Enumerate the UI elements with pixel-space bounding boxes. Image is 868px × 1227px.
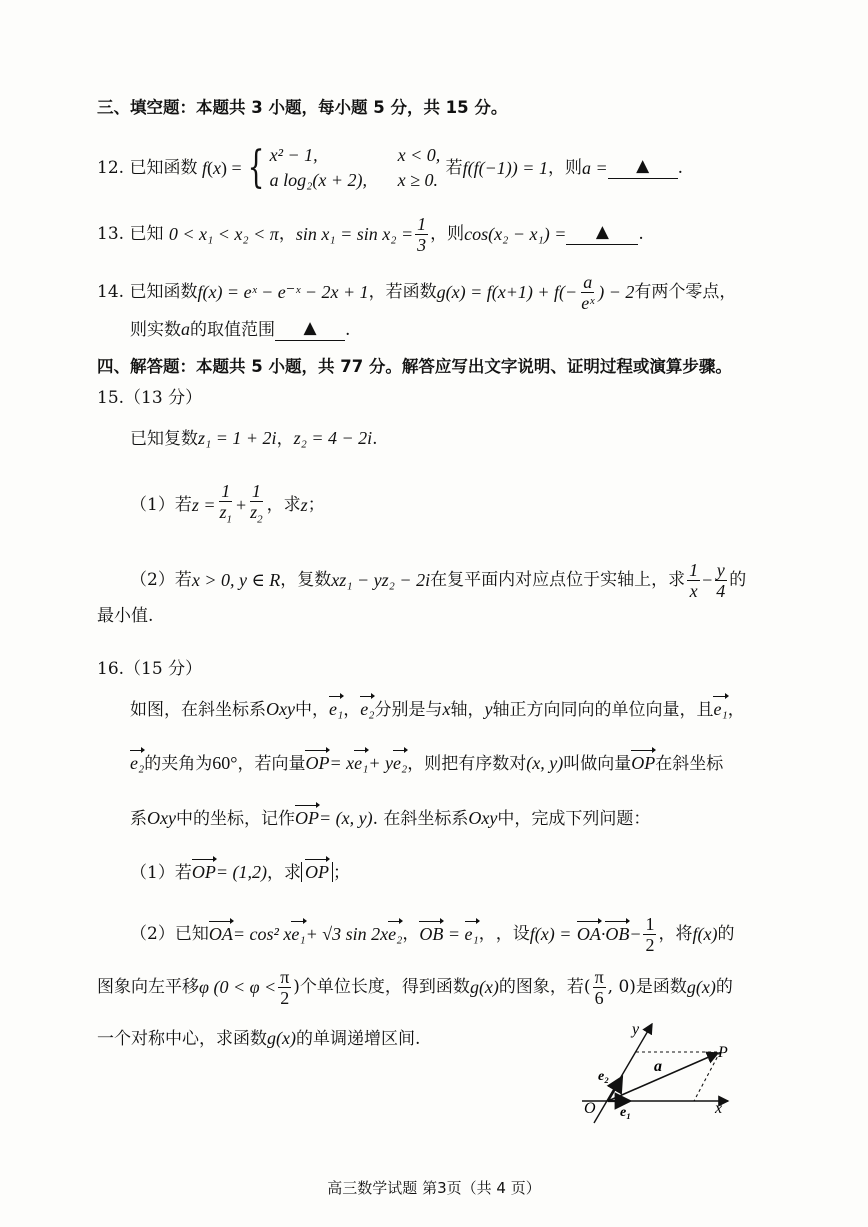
question-number: 14.: [97, 282, 125, 302]
question-14-line-2: 则实数a的取值范围 ▲ .: [130, 318, 351, 340]
section-4-heading: 四、解答题：本题共 5 小题，共 77 分。解答应写出文字说明、证明过程或演算步骤。: [97, 357, 732, 376]
question-15-part-2-line-2: 最小值.: [97, 606, 154, 626]
q12-text: 已知函数: [129, 158, 198, 178]
piecewise-brace: {: [247, 142, 265, 193]
figure-label-e2: e₂: [598, 1069, 610, 1084]
figure-label-e1: e₁: [620, 1105, 632, 1120]
vector-a: [608, 1053, 718, 1101]
answer-blank[interactable]: ▲: [275, 316, 345, 341]
question-16-line-7: 一个对称中心，求函数g(x)的单调递增区间.: [97, 1028, 421, 1049]
fraction-one-third: $\frac{1}{3}$: [417, 213, 427, 255]
question-16-line-6: 图象向左平移 φ (0 < φ < $\frac{\pi}{2}$ )个单位长度，得到函数 g(x) 的图象，若( $\frac{\pi}{6}$ , 0)是函数 g(x) 的: [97, 966, 733, 1008]
page-footer: 高三数学试题 第3页（共 4 页）: [327, 1179, 541, 1197]
question-13: 13. 已知 0 < x₁ < x₂ < π ， sin x₁ = sin x₂ = $\frac{1}{3}$ ，则 cos(x₂ − x₁) = ▲ .: [97, 213, 644, 255]
q13-condition: 0 < x₁ < x₂ < π: [168, 224, 279, 244]
figure-label-y: y: [632, 1021, 640, 1038]
q12-condition: f(f(−1)) = 1: [462, 158, 548, 178]
question-14: 14. 已知函数 f(x) = eˣ − e⁻ˣ − 2x + 1 ，若函数 g(x) = f(x+1) + f(− $\frac{a}{\text{eˣ}}$ ) − 2 有两个零点，: [97, 271, 737, 313]
question-16-part-1: （1）若OP= (1,2)，求 OP ；: [130, 862, 350, 883]
question-15-header: 15.（13 分）: [97, 388, 203, 408]
figure-label-o: O: [584, 1100, 596, 1117]
question-16-header: 16.（15 分）: [97, 659, 203, 679]
fraction-a-over-ex: $\frac{a}{\text{eˣ}}$: [581, 271, 595, 313]
section-3-heading: 三、填空题：本题共 3 小题，每小题 5 分，共 15 分。: [97, 98, 508, 117]
answer-blank[interactable]: ▲: [608, 154, 678, 179]
q14-function-g: g(x) = f(x+1) + f(−: [436, 282, 578, 302]
q14-function-f: f(x) = eˣ − e⁻ˣ − 2x + 1: [197, 282, 369, 302]
question-number: 12.: [97, 158, 125, 178]
dashed-line-to-x: [694, 1052, 720, 1101]
figure-label-a: a: [654, 1058, 662, 1075]
question-15-part-1: （1）若 z = $\frac{1}{z_1}$ + $\frac{1}{z_2}$ ，求 z ；: [130, 480, 325, 526]
question-16-line-2: e₂的夹角为60°，若向量OP= xe₁+ ye₂，则把有序数对(x, y)叫做向量OP在斜坐标: [130, 753, 724, 774]
question-number: 13.: [97, 224, 125, 244]
question-16-line-1: 如图，在斜坐标系Oxy中，e₁，e₂分别是与x轴，y轴正方向同向的单位向量，且e₁，: [130, 699, 745, 720]
oblique-coordinate-figure: [570, 1018, 750, 1130]
answer-blank[interactable]: ▲: [566, 220, 638, 245]
question-16-line-3: 系Oxy中的坐标，记作OP= (x, y). 在斜坐标系Oxy中，完成下列问题：: [130, 808, 651, 829]
question-16-part-2: （2）已知 OA = cos² x e₁ + √3 sin 2x e₂ ， OB = e₁ ， ，设 f(x) = OA · OB − $\frac{1}{2}$ ，将 f(x) 的: [130, 913, 735, 955]
figure-label-x: x: [715, 1100, 723, 1117]
figure-label-p: P: [718, 1044, 728, 1061]
question-12: 12. 已知函数 f ( x ) = { x² − 1, x < 0, a log₂(x + 2), x ≥ 0. 若 f(f(−1)) = 1 ，则 a = ▲ .: [97, 142, 684, 193]
piecewise-cases: x² − 1, x < 0, a log₂(x + 2), x ≥ 0.: [269, 145, 441, 190]
question-15-stem: 已知复数z₁ = 1 + 2i，z₂ = 4 − 2i.: [130, 428, 378, 449]
question-15-part-2: （2）若 x > 0, y ∈ R ，复数 xz₁ − yz₂ − 2i 在复平面内对应点位于实轴上，求 $\frac{1}{x}$ − $\frac{y}{4}$ 的: [130, 559, 747, 601]
